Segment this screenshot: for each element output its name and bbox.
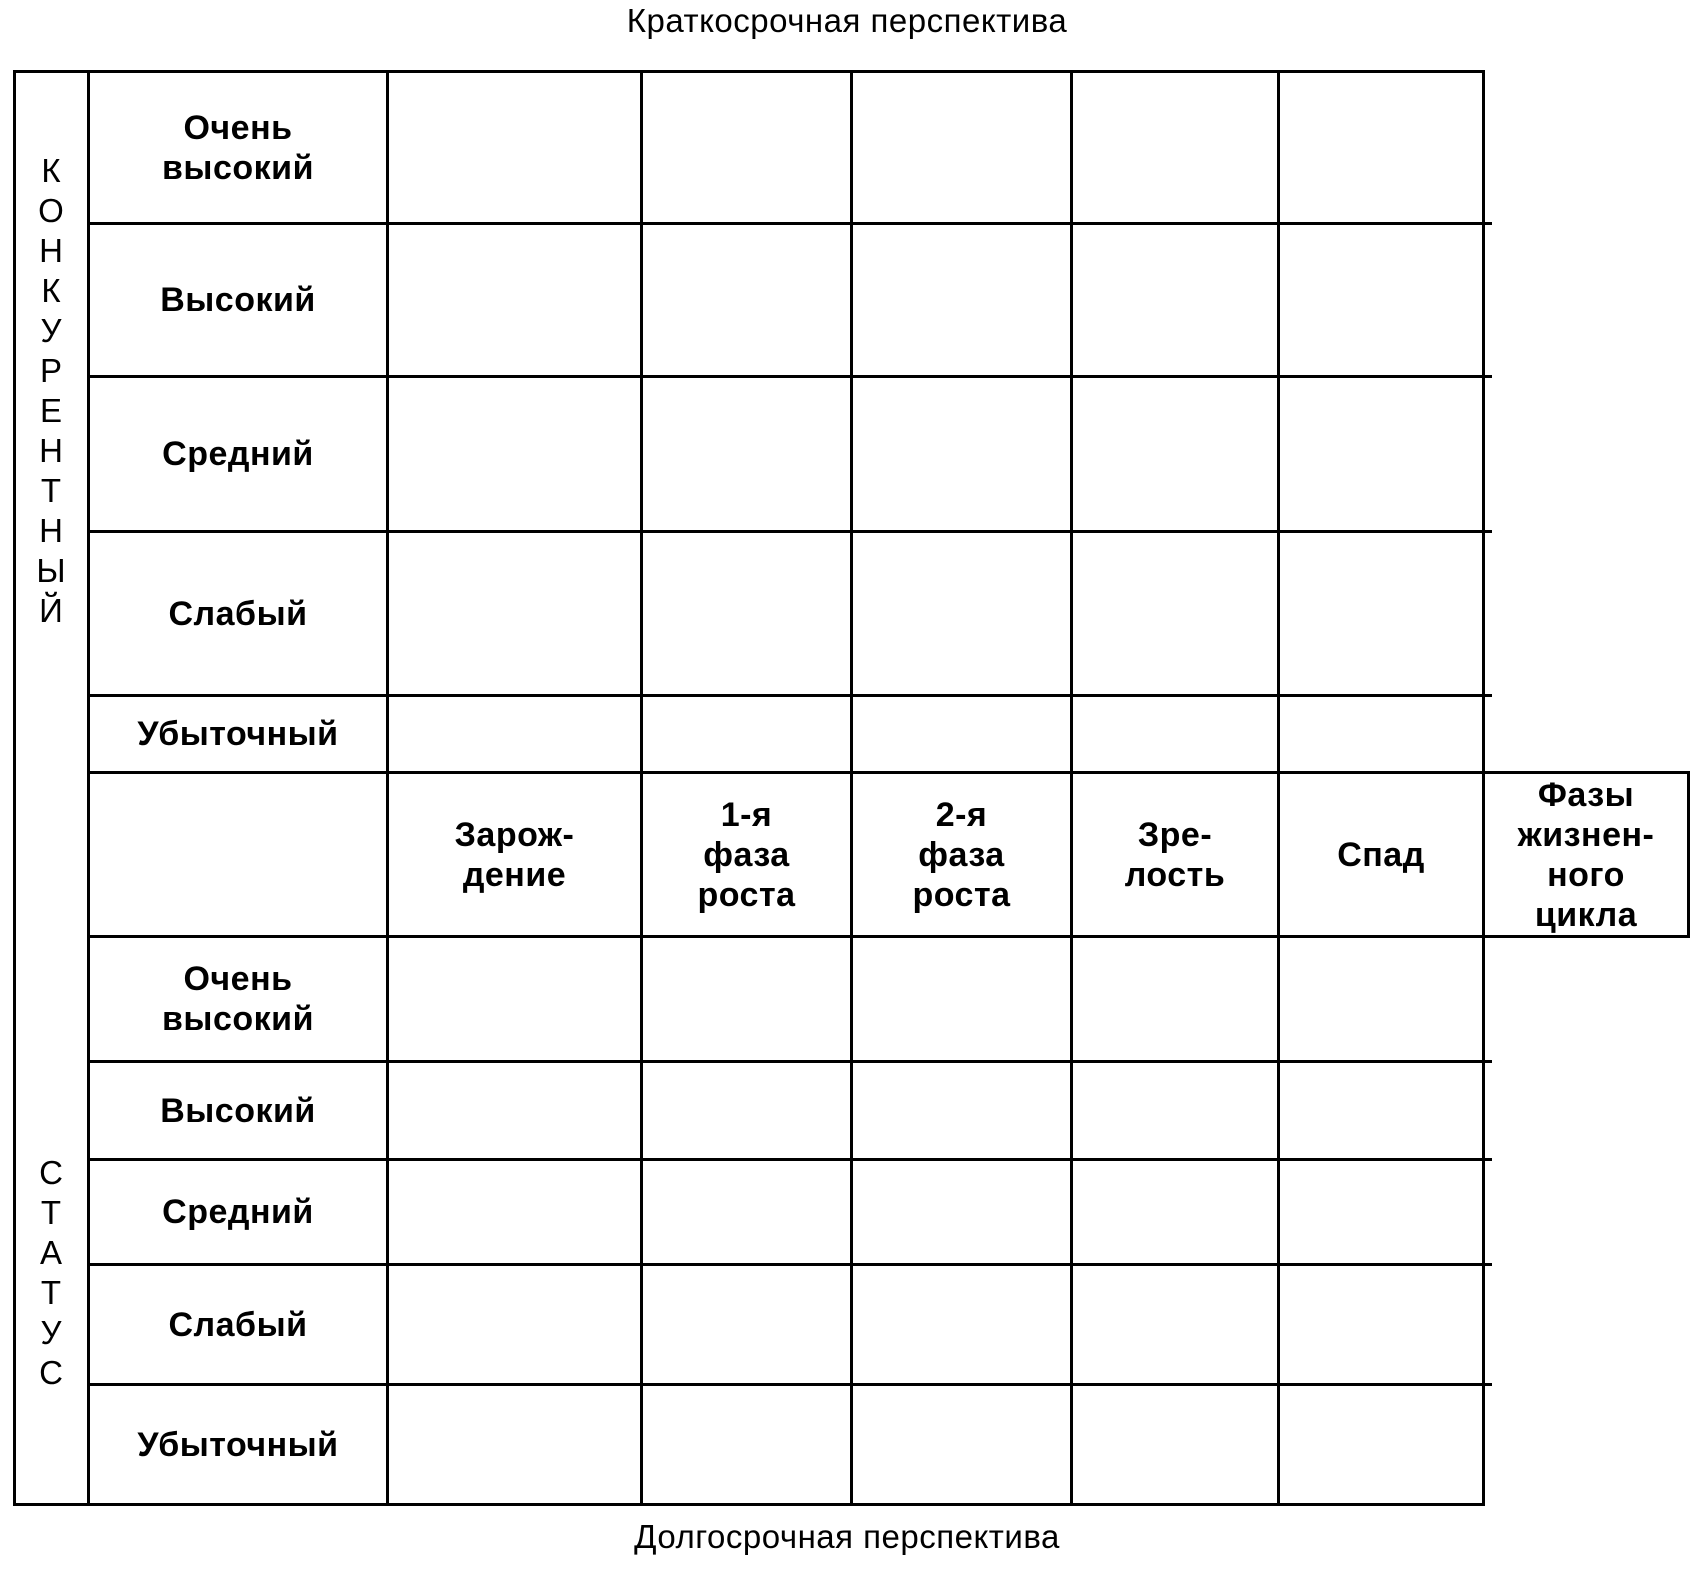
row-label-text: Очень высокий: [162, 960, 314, 1038]
axis-letter: У: [40, 1314, 62, 1351]
competitive-vertical-label: [16, 151, 86, 631]
phase-axis-title-text: Фазы жизнен- ного цикла: [1517, 775, 1655, 934]
axis-letter: Й: [39, 592, 63, 629]
row-label-text: Высокий: [160, 281, 316, 319]
row-label-text: Очень высокий: [162, 108, 314, 187]
row-label-lower: [90, 1063, 386, 1158]
status-vertical-label: [16, 1153, 86, 1393]
row-label-text: Средний: [162, 1193, 314, 1231]
row-label-text: Средний: [162, 435, 314, 473]
axis-letter: С: [39, 1354, 63, 1391]
axis-letter: К: [41, 152, 61, 189]
axis-letter: Н: [39, 512, 63, 549]
row-label-text: Слабый: [168, 1305, 308, 1344]
axis-letter: С: [39, 1154, 63, 1191]
row-label-upper: [90, 697, 386, 771]
row-label-lower: [90, 938, 386, 1060]
top-caption: Краткосрочная перспектива: [626, 2, 1068, 39]
phase-header-text: 1-я фаза роста: [697, 795, 796, 914]
axis-letter: У: [40, 312, 62, 349]
row-label-lower: [90, 1386, 386, 1503]
axis-letter: Е: [39, 392, 62, 429]
row-label-text: Убыточный: [137, 1425, 339, 1464]
axis-letter: Т: [40, 1194, 62, 1231]
axis-letter: Ы: [36, 552, 66, 589]
phase-header: [1280, 774, 1482, 935]
row-label-upper: [90, 378, 386, 530]
phase-header: [853, 774, 1070, 935]
axis-letter: Н: [39, 232, 63, 269]
axis-letter: Т: [40, 1274, 62, 1311]
phase-header-text: 2-я фаза роста: [912, 795, 1011, 914]
phase-header-text: Зарож- дение: [454, 815, 575, 894]
phase-axis-title: [1485, 774, 1687, 935]
row-label-text: Слабый: [168, 594, 308, 633]
axis-letter: А: [39, 1234, 62, 1271]
row-label-upper: [90, 73, 386, 222]
bottom-caption: Долгосрочная перспектива: [634, 1518, 1060, 1555]
axis-letter: Т: [40, 472, 62, 509]
row-label-upper: [90, 533, 386, 694]
phase-header-text: Зре- лость: [1124, 815, 1226, 894]
axis-letter: К: [41, 272, 61, 309]
phase-header-text: Спад: [1337, 835, 1425, 874]
phase-header: [1073, 774, 1277, 935]
row-label-text: Убыточный: [137, 715, 339, 753]
axis-letter: О: [38, 192, 64, 229]
phase-header: [389, 774, 640, 935]
phase-header: [643, 774, 850, 935]
axis-letter: Н: [39, 432, 63, 469]
row-label-text: Высокий: [160, 1091, 316, 1130]
row-label-upper: [90, 225, 386, 375]
axis-letter: Р: [39, 352, 62, 389]
row-label-lower: [90, 1266, 386, 1383]
row-label-lower: [90, 1161, 386, 1263]
